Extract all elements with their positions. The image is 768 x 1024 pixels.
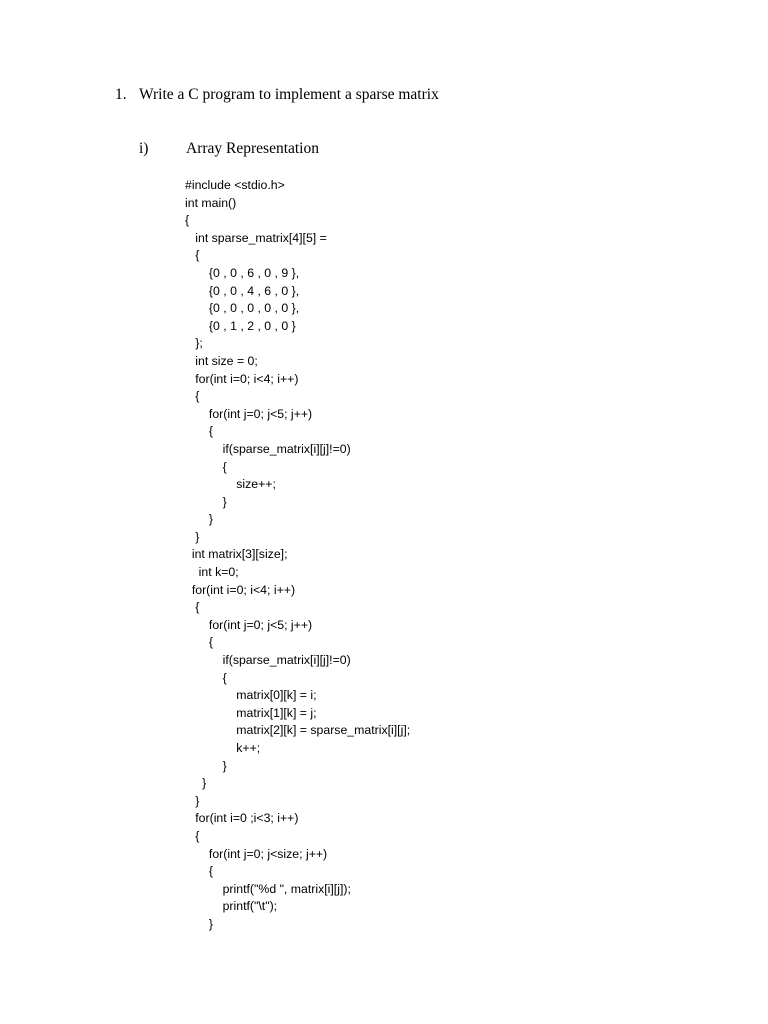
code-line: } (185, 776, 207, 791)
section-number: i) (139, 140, 149, 157)
question-heading (115, 86, 439, 104)
code-line: matrix[1][k] = j; (185, 705, 317, 720)
code-line: { (185, 670, 227, 685)
code-line: } (185, 529, 200, 544)
section-heading (139, 140, 319, 158)
code-block (185, 177, 410, 934)
code-line: }; (185, 336, 203, 351)
code-line: } (185, 793, 200, 808)
code-line: for(int j=0; j<5; j++) (185, 617, 313, 632)
code-line: } (185, 916, 214, 931)
code-line: {0 , 0 , 6 , 0 , 9 }, (185, 265, 300, 280)
code-line: #include <stdio.h> (185, 178, 285, 192)
question-number: 1. (115, 86, 127, 103)
code-line: { (185, 600, 200, 615)
code-line: int matrix[3][size]; (185, 547, 288, 562)
code-line: for(int i=0 ;i<3; i++) (185, 811, 299, 826)
code-line: { (185, 828, 200, 843)
code-line: int sparse_matrix[4][5] = (185, 230, 327, 245)
code-line: { (185, 864, 214, 879)
code-line: matrix[2][k] = sparse_matrix[i][j]; (185, 723, 411, 738)
code-line: int size = 0; (185, 353, 258, 368)
code-line: { (185, 424, 214, 439)
code-line: int main() (185, 195, 237, 210)
code-line: if(sparse_matrix[i][j]!=0) (185, 653, 351, 668)
code-line: { (185, 459, 227, 474)
code-line: for(int i=0; i<4; i++) (185, 371, 299, 386)
code-line: {0 , 0 , 0 , 0 , 0 }, (185, 301, 300, 316)
code-line: k++; (185, 741, 261, 755)
code-line: { (185, 389, 200, 404)
code-line: { (185, 635, 214, 650)
code-line: { (185, 213, 190, 228)
code-line: int k=0; (185, 565, 239, 580)
code-line: {0 , 0 , 4 , 6 , 0 }, (185, 283, 300, 298)
code-line: for(int j=0; j<5; j++) (185, 406, 313, 421)
code-line: matrix[0][k] = i; (185, 688, 317, 703)
code-line: size++; (185, 477, 276, 492)
section-title: Array Representation (186, 140, 319, 157)
code-line: {0 , 1 , 2 , 0 , 0 } (185, 318, 296, 333)
code-line: } (185, 758, 227, 773)
code-line: } (185, 494, 227, 509)
code-line: printf("\t"); (185, 899, 278, 914)
code-line: for(int i=0; i<4; i++) (185, 582, 296, 597)
code-line: printf("%d ", matrix[i][j]); (185, 881, 351, 896)
code-line: } (185, 512, 214, 527)
code-line: for(int j=0; j<size; j++) (185, 846, 328, 861)
question-title: Write a C program to implement a sparse matrix (139, 86, 439, 103)
code-line: { (185, 248, 200, 263)
code-line: if(sparse_matrix[i][j]!=0) (185, 441, 351, 456)
